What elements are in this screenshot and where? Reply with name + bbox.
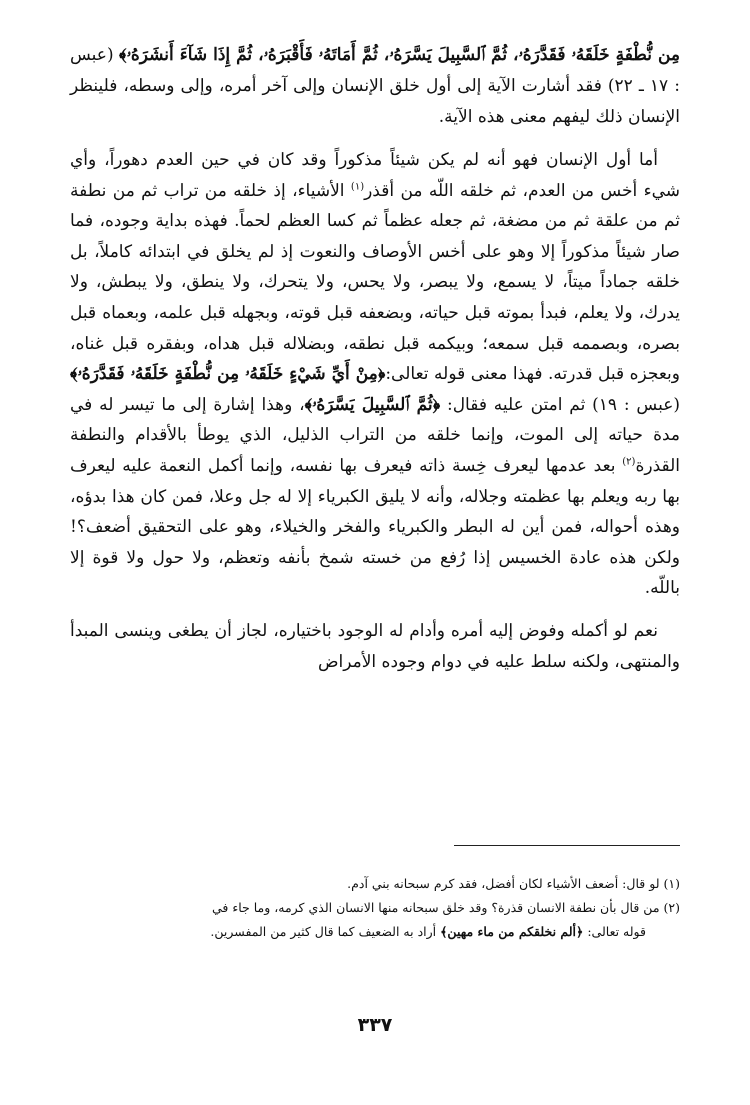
footnote-2	[70, 896, 680, 920]
footnote-1	[70, 872, 680, 896]
paragraph-text: بعد عدمها ليعرف خِسة ذاته فيعرف بها نفسه، وإنما أكمل النعمة عليه ليعرف بها ربه ويعلم بها عظمته وجلاله، وأنه لا يليق الكبرياء إلا له جل وعلا، فمن كان هذا بدؤه، وهذه أحواله، فمن أين له البطر والكبرياء والفخر والخيلاء، وهو على التحقيق أضعف؟! ولكن هذه عادة الخسيس إذا رُفع من خسته شمخ بأنفه وتعظم، ولا حول ولا قوة إلا باللّه.	[70, 455, 680, 599]
paragraph-text: ، وهذا إشارة إلى ما تيسر له في مدة حياته إلى الموت، وإنما خلقه من التراب الذليل، الذي يوطأ بالأقدام والنطفة القذرة	[70, 394, 680, 476]
page-number: ٣٣٧	[357, 1014, 393, 1036]
footnote-marker[interactable]: (١)	[350, 180, 365, 192]
quran-verse: مِن نُّطْفَةٍ خَلَقَهُۥ فَقَدَّرَهُۥ، ثُمَّ ٱلسَّبِيلَ يَسَّرَهُۥ، ثُمَّ أَمَاتَهُۥ فَأَقْبَرَهُۥ، ثُمَّ إِذَا شَآءَ أَنشَرَهُۥ﴾	[119, 45, 680, 65]
footnote-text: من قال بأن نطفة الانسان قذرة؟ وقد خلق سبحانه منها الانسان الذي كرمه، وما جاء في	[211, 900, 660, 915]
paragraph-1	[70, 40, 680, 133]
quran-verse: ﴿ألم نخلقكم من ماء مهين﴾	[440, 924, 584, 939]
paragraph-text: أما أول الإنسان فهو أنه لم يكن شيئاً مذكوراً وقد كان في حين العدم دهوراً، وأي شيء أخس من العدم، ثم خلقه اللّه من أقذر	[70, 150, 680, 201]
main-text	[70, 40, 680, 689]
paragraph-text: الأشياء، إذ خلقه من تراب ثم من نطفة ثم من علقة ثم من مضغة، ثم جعله عظماً ثم كسا العظم لحماً. فهذه بداية وجوده، فما صار شيئاً مذكوراً إلا وهو على أخس الأوصاف والنعوت إذ لم يخلق في ابتدائه كاملاً، بل خلقه جماداً ميتاً، لا يسمع، ولا يبصر، ولا يحس، ولا يتحرك، ولا ينطق، ولا يبطش، ولا يدرك، ولا يعلم، فبدأ بموته قبل حياته، وبضعفه قبل قوته، وبجهله قبل علمه، وبعماه قبل بصره، وبصممه قبل سمعه؛ وبيكمه قبل نطقه، وبضلاله قبل هداه، وبفقره قبل غناه، وبعجزه قبل قدرته. فهذا معنى قوله تعالى:	[70, 180, 680, 385]
quran-verse: ﴿ثُمَّ ٱلسَّبِيلَ يَسَّرَهُۥ﴾	[304, 394, 441, 415]
paragraph-text: (عبس : ١٧ ـ ٢٢) فقد أشارت الآية إلى أول خلق الإنسان وإلى آخر أمره، وإلى وسطه، فلينظر الإنسان ذلك ليفهم معنى هذه الآية.	[70, 45, 680, 127]
footnote-marker[interactable]: (٢)	[622, 456, 636, 468]
footnote-text: لو قال: أضعف الأشياء لكان أفضل، فقد كرم سبحانه بني آدم.	[347, 876, 660, 891]
footnote-text: قوله تعالى:	[583, 924, 646, 939]
footnote-number: (١)	[663, 876, 680, 891]
footnote-text: أراد به الضعيف كما قال كثير من المفسرين.	[210, 924, 441, 939]
footnote-2-continuation	[70, 920, 680, 944]
footnotes	[70, 872, 680, 944]
paragraph-text: (عبس : ١٩) ثم امتن عليه فقال:	[440, 394, 680, 415]
quran-verse: ﴿مِنْ أَيِّ شَيْءٍ خَلَقَهُۥ مِن نُّطْفَةٍ خَلَقَهُۥ فَقَدَّرَهُۥ﴾	[70, 364, 386, 385]
footnote-separator	[454, 845, 680, 846]
paragraph-3	[70, 616, 680, 677]
footnote-number: (٢)	[663, 900, 680, 915]
paragraph-text: نعم لو أكمله وفوض إليه أمره وأدام له الوجود باختياره، لجاز أن يطغى وينسى المبدأ والمنتهى، ولكنه سلط عليه في دوام وجوده الأمراض	[70, 620, 680, 672]
paragraph-2	[70, 145, 680, 604]
